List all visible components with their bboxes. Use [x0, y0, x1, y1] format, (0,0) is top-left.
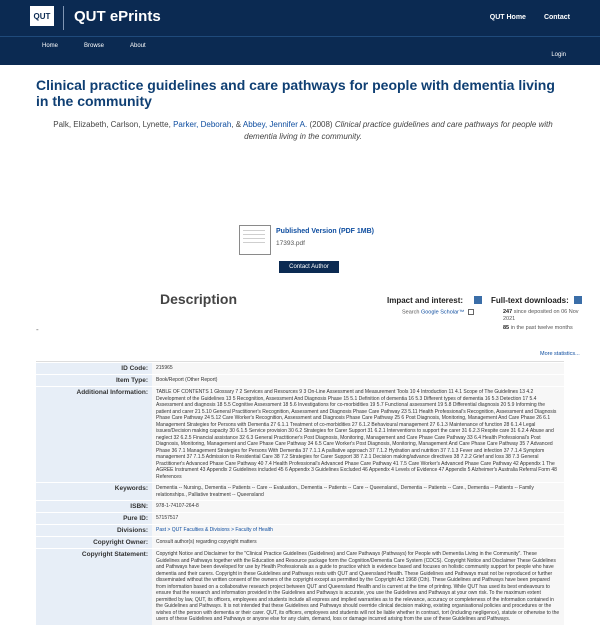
downloads-recent-text: in the past twelve months — [510, 325, 573, 331]
table-row — [36, 537, 564, 549]
downloads-since-text: since deposited on 06 Nov 2021 — [503, 309, 579, 322]
pdf-filename: 17393.pdf — [276, 240, 305, 247]
site-title[interactable]: QUT ePrints — [74, 8, 161, 25]
description-heading: Description — [160, 291, 238, 307]
author-1: Palk, Elizabeth — [53, 120, 107, 129]
details-table — [36, 363, 564, 626]
more-statistics-link[interactable]: More statistics... — [540, 351, 580, 357]
author-4-link[interactable]: Abbey, Jennifer A. — [242, 120, 308, 129]
author-2: Carlson, Lynette — [110, 120, 169, 129]
top-header — [0, 0, 600, 36]
divisions-label: Divisions: — [36, 525, 152, 536]
copyright-owner-value: Consult author(s) regarding copyright matters — [152, 537, 564, 548]
additional-info-value: TABLE OF CONTENTS 1 Glossary 7 2 Services and Resources 9 3 On-Line Assessment and Measurement Tools 10 4 Introduction 11 4.1 Scope of The Guidelines 13 4.2 Development of the Guidelines 13 5 Recognition, Assessment And Diagnosis Phase 15 5.1 Definition of dementia 16 5.3 Different types of dementia 16 5.3 Detection 17 5.4 Assessment and diagnosis 18 5.5 Cognitive Assessment 18 5.6 Investigations for co-morbidities 19 5.7 Functional assessment 19 5.8 Differential diagnosis 20 5.9 Informing the patient and carer 21 5.10 General Practitioner's Recognition, Assessment and Diagnosis Phase Care Pathway 23 5.11 Health Professional's Recognition, Assessment and Diagnosis Phase Care Pathway 24 5.12 Care Worker's Recognition, Assessment and Diagnosis Phase Care Pathway 25 6 Post Diagnosis, Monitoring, Management And Care Phase 26 6.1 Management Strategies for Persons with Dementia 27 6.1.1 Treatment of co-morbidities 27 6.1.2 Behavioural management 27 6.1.3 Maintenance of function 28 6.1.4 Legal issues/Decision making capacity 30 6.1.5 Service provision 30 6.2 Strategies for Carer Support 31 6.2.1 Interventions to support the carer 31 6.2.3 Respite care 31 6.2.4 Abuse and neglect 32 6.2.5 Financial assistance 32 6.3 General Practitioner's Post Diagnosis, Monitoring, Management and Care Phase Care Pathway 33 6.4 Health Professional's Post Diagnosis, Monitoring, Management and Care Phase Care Pathway 34 6.5 Care Worker's Post Diagnosis, Monitoring, Management And Care Phase Care Pathway 35 7 Advanced Phase 36 7.1 Management Strategies for Persons With Dementia 37 7.1.1 A palliative approach 37 7.1.2 Hydration and nutrition 37 7.1.3 Fever and infection 37 7.1.4 Symptom management 37 7.1.5 Admission to Residential Care 38 7.2 Strategies for Carer Support 38 7.2.1 Decision making/advance directives 38 7.2.2 Grief and loss 38 7.3 General Practitioner's Advanced Phase Care Pathway 40 7.4 Health Professional's Advanced Phase Care Pathway 41 7.5 Care Worker's Advanced Phase Care Pathway 42 Appendix 1 The AGREE Instrument 43 Appendix 2 Guidelines included 45 6 Appendix 3 Guidelines Excluded 46 Appendix 4 Levels of Evidence 47 Appendix 5 Alzheimer's Australia Referral Form 48 References — [152, 387, 564, 482]
page-title: Clinical practice guidelines and care pathways for people with dementia living in the community — [36, 77, 555, 109]
divisions-value — [152, 525, 564, 536]
google-scholar-link[interactable]: Google Scholar™ — [420, 309, 465, 316]
main-nav — [0, 36, 600, 57]
nav-about[interactable]: About — [130, 43, 146, 49]
top-links — [490, 14, 570, 21]
info-icon[interactable] — [474, 296, 482, 304]
pdf-thumbnail[interactable] — [239, 225, 271, 255]
item-type-label: Item Type: — [36, 375, 152, 386]
downloads-total-count: 247 — [503, 309, 513, 315]
table-row — [36, 375, 564, 387]
copyright-statement-label: Copyright Statement: — [36, 549, 152, 625]
pure-id-value: 57157517 — [152, 513, 564, 524]
table-row — [36, 549, 564, 626]
header-strip — [0, 57, 600, 65]
additional-info-label: Additional Information: — [36, 387, 152, 482]
downloads-recent-count: 85 — [503, 325, 510, 331]
item-type-value: Book/Report (Other Report) — [152, 375, 564, 386]
qut-logo[interactable]: QUT — [30, 6, 54, 26]
copyright-statement-value: Copyright Notice and Disclaimer for the "Clinical Practice Guidelines (Guidelines) and Care Pathways (Pathways) for People with Dementia Living in the Community". These Guidelines and Pathways together with the Education and Resource package form the Cognition/Dementia Care System (CDCS). Copyright Notice and Disclaimer These Guidelines and Pathways have been developed for use by Health Professionals as a guide to practice which is evidence based and focuses on holistic community support for people who have dementia and their carers. Copyright in these Guidelines and Pathways rests with QUT and Queensland Health. These Guidelines and Pathways must not be reproduced or further disseminated without the written consent of the owners of the copyright except as permitted by the Copyright Act 1968 (Cth). These Guidelines and Pathways have been prepared from information based on a collaborative research project between QUT and Queensland Health and is current at the time of printing. While QUT has used its best endeavours to ensure that the research and information provided in the Guidelines and Pathways is accurate, you use the Guidelines and Pathways at your own risk. To the maximum extent permitted by law, QUT, its officers, employees and students include all express and implied warranties as to the relevance, accuracy or completeness of the information contained in the Guidelines and Pathways. It is not intended that these Guidelines and Pathways should override clinical decision making, existing organisational policies and procedures or the wishes of the person with dementia or their carer. QUT, its officers, employees and students will not be liable whether in contract, tort (including negligence), statute or otherwise to the users of these Guidelines and Pathways or anyone else for any claim, demand, loss or damage incurred arising from the use of these Guidelines and Pathways. — [152, 549, 564, 625]
isbn-label: ISBN: — [36, 501, 152, 512]
header-divider — [63, 6, 64, 30]
description-placeholder: - — [36, 325, 39, 334]
pure-id-label: Pure ID: — [36, 513, 152, 524]
table-row — [36, 501, 564, 513]
table-row — [36, 363, 564, 375]
copyright-owner-label: Copyright Owner: — [36, 537, 152, 548]
keywords-value: Dementia -- Nursing., Dementia -- Patients -- Care -- Evaluation., Dementia -- Patients -- Care -- Queensland., Dementia -- Patients -- Care., Dementia -- Patients -- Family relationships., Palliative treatment -- Queensland — [152, 483, 564, 500]
record-page — [0, 65, 600, 622]
downloads-total — [503, 309, 583, 323]
keywords-label: Keywords: — [36, 483, 152, 500]
search-prefix: Search — [402, 309, 420, 316]
table-row — [36, 513, 564, 525]
downloads-heading: Full-text downloads: — [491, 296, 569, 305]
impact-heading: Impact and interest: — [387, 296, 464, 305]
isbn-value: 978-1-74107-264-8 — [152, 501, 564, 512]
info-icon[interactable] — [574, 296, 582, 304]
contact-author-button[interactable]: Contact Author — [279, 261, 339, 273]
divisions-link[interactable]: Past > QUT Faculties & Divisions > Faculty of Health — [156, 527, 273, 533]
id-code-label: ID Code: — [36, 363, 152, 374]
contact-link[interactable]: Contact — [543, 14, 570, 21]
table-row — [36, 525, 564, 537]
divider-line — [36, 361, 564, 362]
table-row — [36, 483, 564, 501]
qut-home-link[interactable]: QUT Home — [489, 14, 526, 21]
downloads-recent — [503, 325, 573, 332]
published-version-link[interactable]: Published Version (PDF 1MB) — [276, 228, 375, 235]
external-link-icon — [468, 309, 474, 315]
citation-title: Clinical practice guidelines and care pathways for people with dementia living in the community. — [244, 120, 553, 141]
id-code-value: 215965 — [152, 363, 564, 374]
login-link[interactable]: Login — [551, 52, 566, 58]
nav-home[interactable]: Home — [42, 43, 59, 49]
citation-year: (2008) — [309, 120, 333, 129]
citation: Palk, Elizabeth, Carlson, Lynette, Parker, Deborah, & Abbey, Jennifer A. (2008) Clinical practice guidelines and care pathways for people with dementia living in the community. — [53, 120, 553, 141]
table-row — [36, 387, 564, 483]
nav-browse[interactable]: Browse — [84, 43, 105, 49]
search-google-scholar — [402, 309, 474, 315]
author-3-link[interactable]: Parker, Deborah — [173, 120, 232, 129]
